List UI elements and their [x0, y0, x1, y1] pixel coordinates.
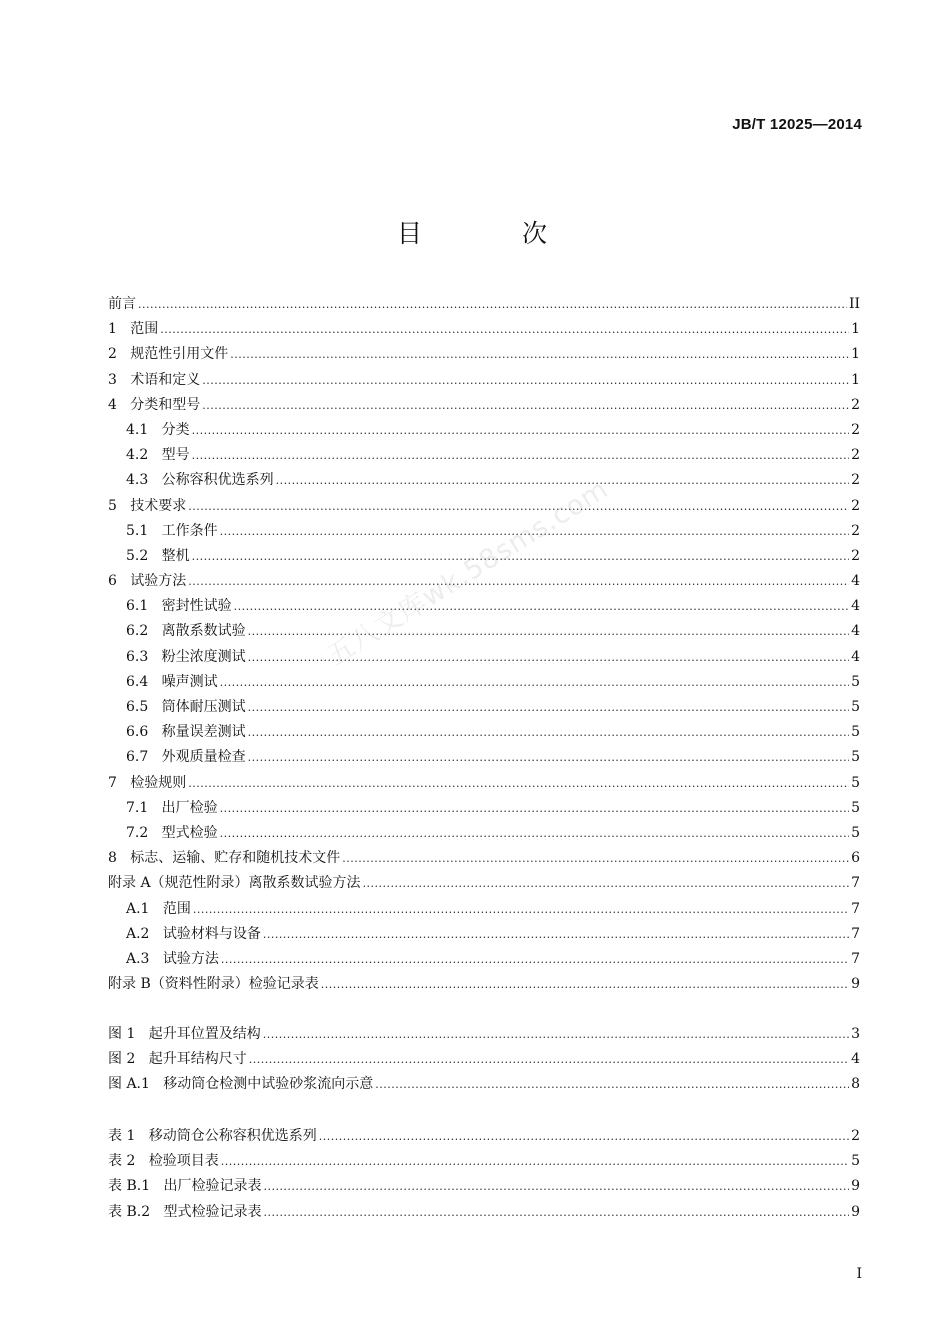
toc-entry-page: 4: [851, 573, 860, 590]
toc-entry-page: 6: [851, 850, 860, 867]
toc-entry-number: A.3: [126, 950, 163, 967]
toc-entry-page: 2: [851, 547, 860, 564]
toc-entry-label: 称量误差测试: [161, 724, 246, 741]
dot-leader: [221, 947, 849, 972]
toc-entry-page: 2: [851, 497, 860, 514]
dot-leader: [188, 569, 849, 594]
dot-leader: [321, 972, 849, 997]
toc-entry-page: 2: [851, 396, 860, 413]
page-number: I: [856, 1266, 862, 1282]
toc-entry-page: 2: [851, 447, 860, 464]
toc-entry[interactable]: [108, 922, 860, 947]
toc-entry-label: 移动筒仓检测中试验砂浆流向示意: [163, 1076, 374, 1093]
toc-entry-label: 公称容积优选系列: [161, 472, 274, 489]
toc-entry[interactable]: [108, 468, 860, 493]
toc-entry-label: 规范性引用文件: [130, 346, 229, 363]
toc-entry-number: 2: [108, 346, 131, 363]
toc-entry-label: 型式检验记录表: [163, 1203, 262, 1220]
toc-entry[interactable]: [108, 771, 860, 796]
toc-entry[interactable]: [108, 393, 860, 418]
toc-entry-page: 2: [851, 1128, 860, 1144]
toc-entry[interactable]: [108, 947, 860, 972]
watermark: 五八文库wk.58sms.com: [321, 473, 615, 673]
toc-entry-label: 离散系数试验: [161, 623, 246, 640]
dot-leader: [319, 1124, 849, 1149]
toc-entry[interactable]: [108, 619, 860, 644]
toc-entry-label: 前言: [108, 296, 136, 312]
toc-entry[interactable]: [108, 695, 860, 720]
dot-leader: [192, 418, 849, 443]
toc-entry-number: 6.3: [126, 648, 162, 665]
toc-tables-section: [108, 1124, 860, 1225]
dot-leader: [342, 846, 849, 871]
toc-entry-page: 5: [851, 749, 860, 766]
toc-entry-page: 1: [851, 321, 860, 338]
toc-entry[interactable]: [108, 1047, 860, 1072]
toc-entry-label: 试验方法: [130, 573, 187, 590]
toc-entry-page: 5: [851, 799, 860, 816]
toc-entry-page: 5: [851, 673, 860, 690]
toc-entry-number: 5.1: [126, 522, 162, 539]
dot-leader: [375, 1072, 849, 1097]
dot-leader: [263, 1022, 849, 1047]
toc-entry[interactable]: [108, 418, 860, 443]
toc-entry-page: 7: [851, 875, 860, 892]
toc-entry-number: 3: [108, 371, 131, 388]
toc-entry-label: 型号: [161, 447, 190, 464]
toc-entry-label: 粉尘浓度测试: [161, 648, 246, 665]
toc-entry-number: 7: [108, 774, 131, 791]
dot-leader: [193, 897, 849, 922]
toc-entry-page: 8: [851, 1076, 860, 1093]
toc-entry-number: 8: [108, 850, 131, 867]
toc-entry-page: 2: [851, 421, 860, 438]
dot-leader: [248, 720, 849, 745]
toc-entry-label: 附录 A（规范性附录）离散系数试验方法: [108, 875, 361, 892]
toc-entry-label: 噪声测试: [161, 673, 218, 690]
toc-entry-number: 6.5: [126, 699, 162, 715]
page-title: 目 次: [397, 219, 593, 248]
toc-entry-number: 表 B.2: [108, 1203, 164, 1220]
toc-entry-label: 检验项目表: [148, 1153, 219, 1170]
toc-entry-number: 表 2: [108, 1153, 149, 1170]
toc-entry-label: 外观质量检查: [161, 749, 246, 766]
toc-entry-page: 5: [851, 774, 860, 791]
toc-entry[interactable]: [108, 1200, 860, 1225]
toc-entry[interactable]: [108, 317, 860, 342]
toc-entry[interactable]: [108, 897, 860, 922]
toc-entry-page: 5: [851, 1153, 860, 1170]
toc-entry-number: 表 1: [108, 1128, 149, 1144]
dot-leader: [202, 368, 849, 393]
toc-entry-number: 6: [108, 573, 131, 590]
dot-leader: [248, 695, 849, 720]
toc-entry[interactable]: [108, 670, 860, 695]
dot-leader: [160, 317, 849, 342]
toc-entry-label: 移动筒仓公称容积优选系列: [148, 1128, 317, 1144]
toc-entry-number: 表 B.1: [108, 1178, 164, 1195]
toc-entry-page: 4: [851, 623, 860, 640]
toc-entry-label: 试验材料与设备: [162, 925, 261, 942]
toc-entry[interactable]: [108, 745, 860, 770]
toc-entry-number: 5.2: [126, 547, 162, 564]
toc-entry-page: 7: [851, 925, 860, 942]
dot-leader: [249, 1047, 849, 1072]
toc-entry-label: 范围: [162, 900, 191, 917]
toc-entry-label: 技术要求: [130, 497, 187, 514]
toc-entry-number: 6.2: [126, 623, 162, 640]
toc-figures-section: [108, 1022, 860, 1098]
toc-entry[interactable]: [108, 1174, 860, 1199]
toc-entry[interactable]: [108, 821, 860, 846]
toc-entry-label: 起升耳结构尺寸: [148, 1051, 247, 1068]
toc-entry[interactable]: [108, 846, 860, 871]
toc-entry-page: 7: [851, 900, 860, 917]
toc-entry-number: 7.2: [126, 824, 162, 841]
toc-entry[interactable]: [108, 645, 860, 670]
toc-entry-page: 4: [851, 598, 860, 615]
toc-entry-page: 5: [851, 824, 860, 841]
dot-leader: [220, 821, 849, 846]
toc-entry-page: 1: [851, 346, 860, 363]
toc-entry[interactable]: [108, 1149, 860, 1174]
dot-leader: [220, 670, 849, 695]
toc-main-section: [108, 292, 860, 997]
dot-leader: [263, 1200, 849, 1225]
toc-entry[interactable]: [108, 796, 860, 821]
dot-leader: [363, 871, 850, 896]
toc-entry[interactable]: [108, 342, 860, 367]
toc-entry-page: 2: [851, 522, 860, 539]
toc-entry[interactable]: [108, 871, 860, 896]
toc-entry-label: 筒体耐压测试: [161, 699, 246, 715]
toc-entry-page: 3: [851, 1026, 860, 1042]
toc-entry-number: 6.1: [126, 598, 162, 615]
toc-entry-number: 图 1: [108, 1026, 149, 1042]
toc-entry-page: 5: [851, 699, 860, 715]
toc-entry-label: 术语和定义: [130, 371, 201, 388]
toc-entry-label: 出厂检验: [161, 799, 218, 816]
toc-entry-label: 出厂检验记录表: [163, 1178, 262, 1195]
toc-entry-number: 4: [108, 396, 131, 413]
dot-leader: [234, 594, 849, 619]
toc-entry[interactable]: [108, 368, 860, 393]
toc-entry-page: 7: [851, 950, 860, 967]
toc-entry-label: 工作条件: [161, 522, 218, 539]
dot-leader: [202, 393, 849, 418]
toc-entry-label: 型式检验: [161, 824, 218, 841]
toc-entry-page: 9: [851, 1203, 860, 1220]
toc-entry-number: 5: [108, 497, 131, 514]
toc-entry[interactable]: [108, 443, 860, 468]
toc-entry-page: 1: [851, 371, 860, 388]
toc-entry-page: 9: [851, 976, 860, 993]
toc-entry-label: 分类: [161, 421, 190, 438]
dot-leader: [263, 1174, 849, 1199]
toc-entry-number: A.1: [126, 900, 163, 917]
dot-leader: [248, 745, 849, 770]
toc-entry-page: 2: [851, 472, 860, 489]
toc-entry-label: 标志、运输、贮存和随机技术文件: [130, 850, 341, 867]
dot-leader: [220, 796, 849, 821]
toc-entry-label: 整机: [161, 547, 190, 564]
toc-entry-number: 4.1: [126, 421, 162, 438]
toc-entry-number: 4.2: [126, 447, 162, 464]
toc-entry[interactable]: [108, 1072, 860, 1097]
toc-entry-page: 4: [851, 1051, 860, 1068]
toc-entry[interactable]: [108, 594, 860, 619]
toc-entry-number: 6.6: [126, 724, 162, 741]
toc-entry[interactable]: [108, 1022, 860, 1047]
toc-entry-number: A.2: [126, 925, 163, 942]
toc-entry-label: 分类和型号: [130, 396, 201, 413]
toc-entry-page: 9: [851, 1178, 860, 1195]
dot-leader: [138, 292, 847, 317]
toc-entry-label: 试验方法: [162, 950, 219, 967]
dot-leader: [263, 922, 849, 947]
toc-entry-number: 图 2: [108, 1051, 149, 1068]
toc-entry-number: 6.7: [126, 749, 162, 766]
toc-entry-page: II: [848, 296, 860, 312]
dot-leader: [221, 1149, 849, 1174]
standard-code: JB/T 12025—2014: [732, 116, 862, 133]
toc-entry-label: 范围: [130, 321, 159, 338]
toc-entry-number: 4.3: [126, 472, 162, 489]
toc-entry-label: 附录 B（资料性附录）检验记录表: [108, 976, 319, 993]
toc-entry-number: 图 A.1: [108, 1076, 164, 1093]
toc-entry-number: 1: [108, 321, 131, 338]
toc-entry-label: 起升耳位置及结构: [148, 1026, 261, 1042]
toc-entry-number: 6.4: [126, 673, 162, 690]
dot-leader: [192, 443, 849, 468]
toc-entry[interactable]: [108, 1124, 860, 1149]
toc-entry[interactable]: [108, 972, 860, 997]
toc-entry-number: 7.1: [126, 799, 162, 816]
dot-leader: [188, 771, 849, 796]
dot-leader: [230, 342, 849, 367]
toc-entry-label: 检验规则: [130, 774, 187, 791]
toc-entry-page: 5: [851, 724, 860, 741]
toc-entry-label: 密封性试验: [161, 598, 232, 615]
toc-entry[interactable]: [108, 292, 860, 317]
toc-entry-page: 4: [851, 648, 860, 665]
toc-entry[interactable]: [108, 494, 860, 519]
toc-entry[interactable]: [108, 720, 860, 745]
